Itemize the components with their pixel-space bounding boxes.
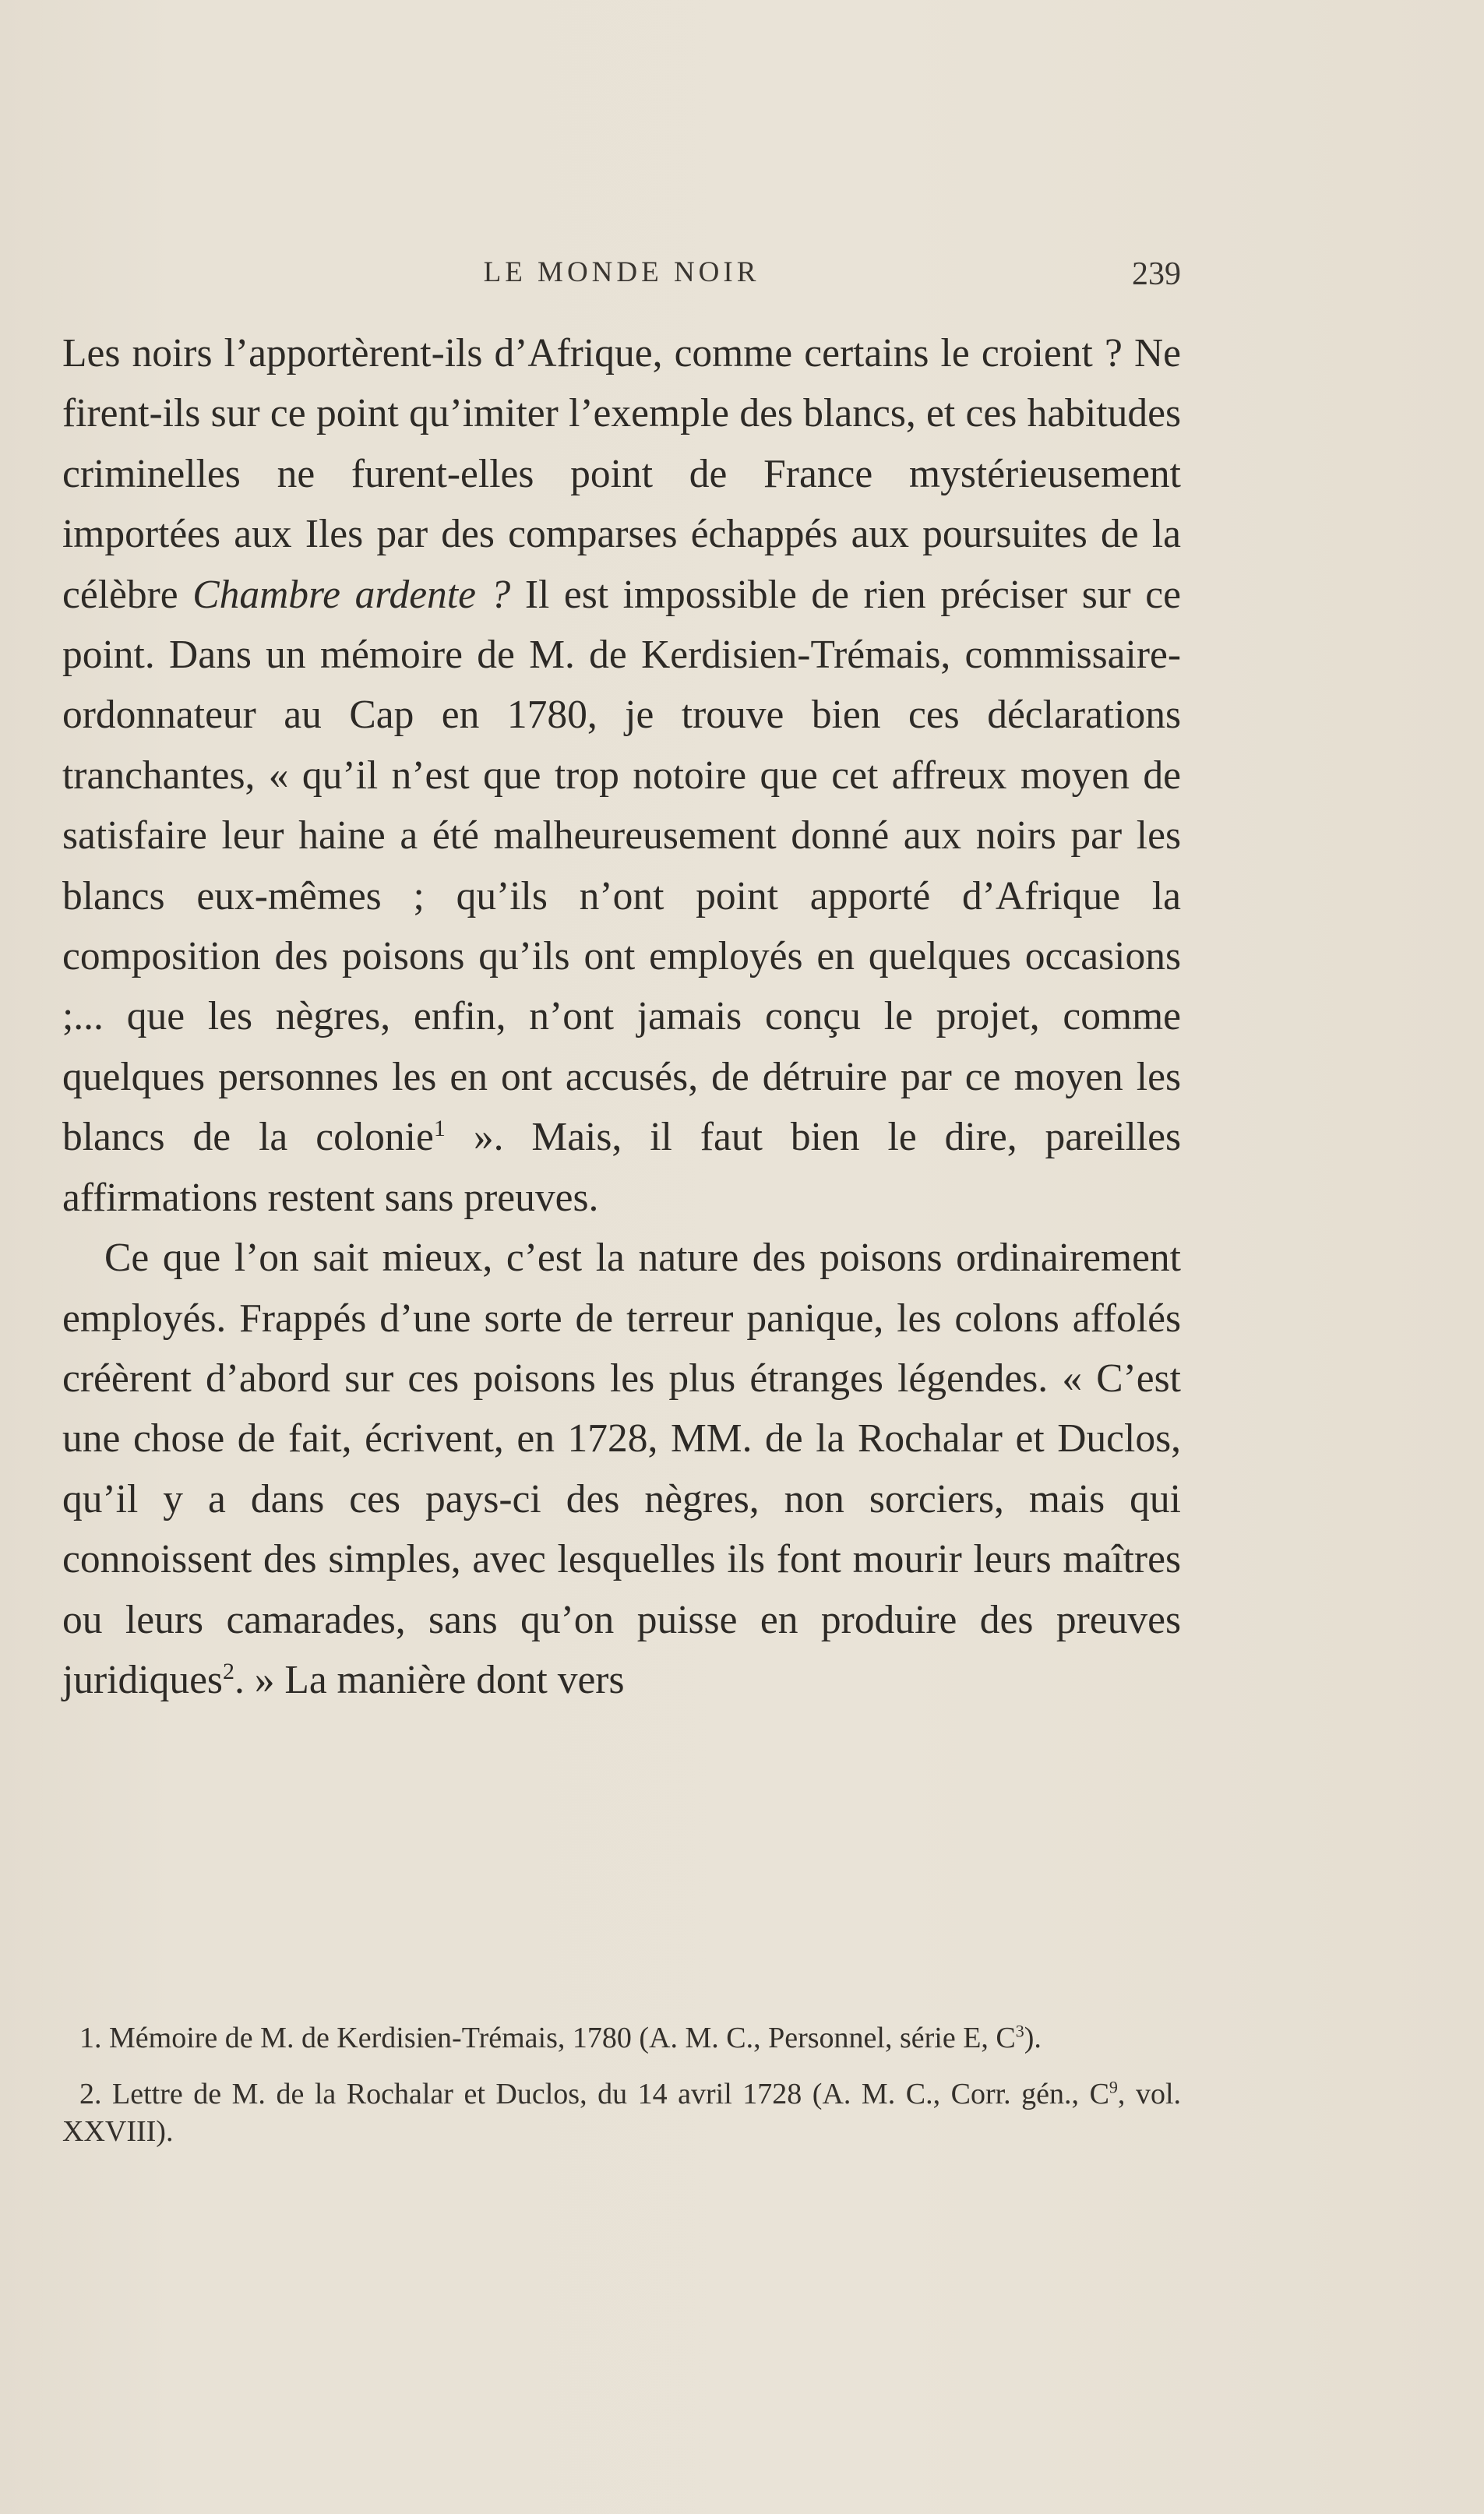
paragraph-2-text: Ce que l’on sait mieux, c’est la nature des poisons ordinairement employés. Frappés d’une sorte de terreur panique, les colons affolés créèrent d’abord sur ces poisons les plus étranges légendes. « C’est une chose de fait, écrivent, en 1728, MM. de la Rochalar et Duclos, qu’il y a dans ces pays-ci des nègres, non sorciers, mais qui connoissent des simples, avec lesquelles ils font mourir leurs maîtres ou leurs camarades, sans qu’on puisse en produire des preuves juridiques bbox=[62, 1236, 1181, 1702]
footnote-text: . Mémoire de M. de Kerdisien-Trémais, 1780 (A. M. C., Personnel, série E, C bbox=[94, 2022, 1016, 2054]
footnote-number: 1 bbox=[79, 2022, 94, 2054]
paragraph-1-text-end: ». Mais, il faut bien le dire, pareilles affirmations restent sans preuves. bbox=[62, 1115, 1181, 1220]
footnote-2 bbox=[62, 2075, 1181, 2150]
footnote-text-end: , vol. XXVIII). bbox=[62, 2078, 1182, 2148]
paragraph-2 bbox=[62, 1228, 1181, 1710]
paragraph-1-text-start: Les noirs l’apportèrent-ils d’Afrique, comme certains le croient ? Ne firent-ils sur ce point qu’imiter l’exemple des blancs, et ces habitudes criminelles ne furent-elles point de France mystérieusement importées aux Iles par des comparses échappés aux poursuites de la célèbre bbox=[62, 331, 1181, 617]
footnote-number: 2 bbox=[79, 2078, 94, 2110]
main-text bbox=[62, 323, 1181, 1710]
page-header bbox=[62, 256, 1181, 302]
footnote-ref-2: 2 bbox=[222, 1658, 234, 1684]
footnotes bbox=[62, 2019, 1181, 2169]
italic-term: Chambre ardente ? bbox=[192, 572, 511, 617]
running-title: LE MONDE NOIR bbox=[483, 256, 760, 288]
page-number: 239 bbox=[1132, 256, 1181, 292]
footnote-text-end: ). bbox=[1024, 2022, 1042, 2054]
footnote-ref-1: 1 bbox=[433, 1116, 446, 1142]
footnote-superscript: 3 bbox=[1015, 2021, 1024, 2041]
footnote-text: . Lettre de M. de la Rochalar et Duclos, du 14 avril 1728 (A. M. C., Corr. gén., C bbox=[94, 2078, 1109, 2110]
paragraph-1-text-middle: Il est impossible de rien préciser sur ce point. Dans un mémoire de M. de Kerdisien-Trémais, commissaire-ordonnateur au Cap en 1780, je trouve bien ces déclarations tranchantes, « qu’il n’est que trop notoire que cet affreux moyen de satisfaire leur haine a été malheureusement donné aux noirs par les blancs eux-mêmes ; qu’ils n’ont point apporté d’Afrique la composition des poisons qu’ils ont employés en quelques occasions ;... que les nègres, enfin, n’ont jamais conçu le projet, comme quelques personnes les en ont accusés, de détruire par ce moyen les blancs de la colonie bbox=[62, 572, 1181, 1160]
footnote-1 bbox=[62, 2019, 1181, 2057]
paragraph-2-text-end: . » La manière dont vers bbox=[234, 1657, 625, 1702]
footnote-superscript: 9 bbox=[1109, 2077, 1118, 2097]
paragraph-1 bbox=[62, 323, 1181, 1228]
